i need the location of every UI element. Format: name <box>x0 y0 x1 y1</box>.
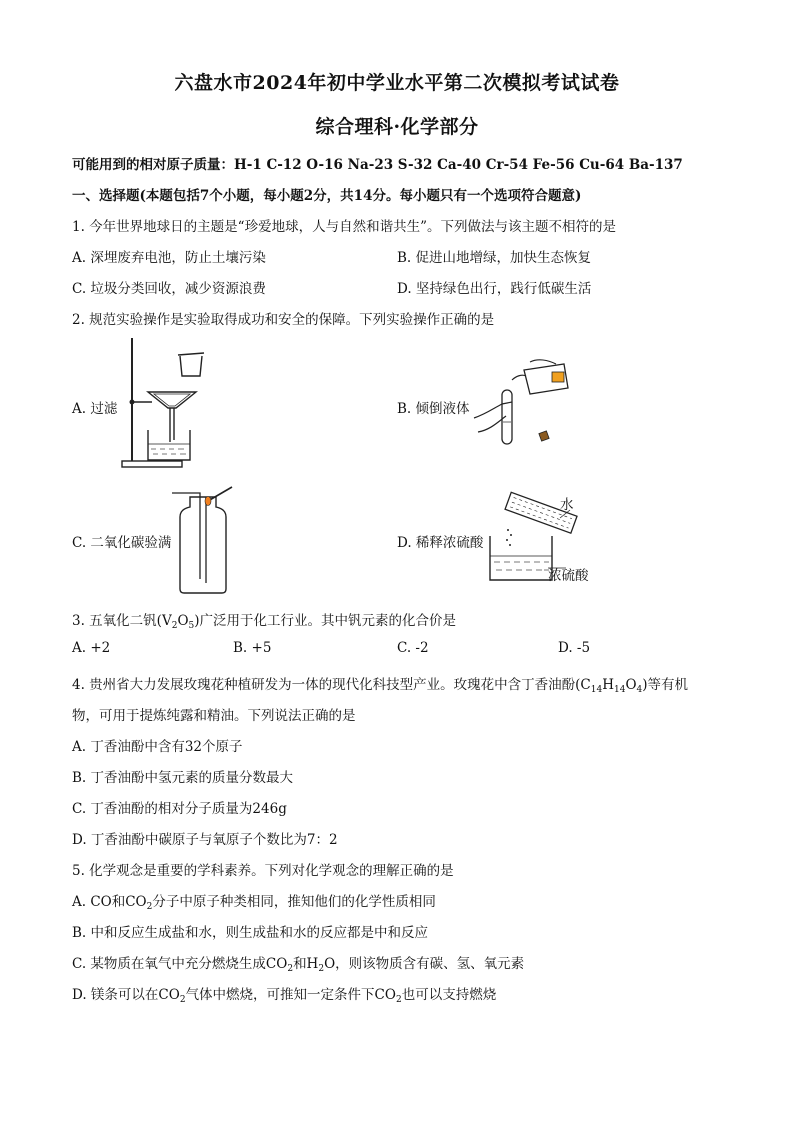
q3-stem: 3. 五氧化二钒$(V_2O_5)$广泛用于化工行业。其中钒元素的化合价是 <box>72 613 457 631</box>
q2-option-b-label: B. 倾倒液体 <box>397 401 470 417</box>
exam-title: 六盘水市2024年初中学业水平第二次模拟考试试卷 <box>174 72 620 94</box>
water-label: 水 <box>560 497 574 513</box>
q1-option-a: A. 深埋废弃电池，防止土壤污染 <box>72 250 266 266</box>
q1-stem: 1. 今年世界地球日的主题是“珍爱地球，人与自然和谐共生”。下列做法与该主题不相符的是 <box>72 219 616 235</box>
q5-option-a: A. CO和$CO_2$分子中原子种类相同，推知他们的化学性质相同 <box>72 894 436 912</box>
q4-option-a: A. 丁香油酚中含有32个原子 <box>72 739 243 755</box>
q2-stem: 2. 规范实验操作是实验取得成功和安全的保障。下列实验操作正确的是 <box>72 312 495 328</box>
exam-subtitle: 综合理科·化学部分 <box>315 116 479 138</box>
q1-option-d: D. 坚持绿色出行，践行低碳生活 <box>397 281 592 297</box>
q5-option-c: C. 某物质在氧气中充分燃烧生成$CO_2$和$H_2O$，则该物质含有碳、氢、氧元素 <box>72 956 525 974</box>
q2-option-c-label: C. 二氧化碳验满 <box>72 535 172 551</box>
q4-option-c: C. 丁香油酚的相对分子质量为246g <box>72 801 287 817</box>
atomic-masses-line: 可能用到的相对原子质量：H-1 C-12 O-16 Na-23 S-32 Ca-40 Cr-54 Fe-56 Cu-64 Ba-137 <box>72 157 683 173</box>
q1-option-b: B. 促进山地增绿，加快生态恢复 <box>397 250 592 266</box>
q5-option-d: D. 镁条可以在$CO_2$气体中燃烧，可推知一定条件下$CO_2$也可以支持燃烧 <box>72 987 497 1005</box>
q3-option-b: B. +5 <box>233 640 272 656</box>
q4-option-d: D. 丁香油酚中碳原子与氧原子个数比为7：2 <box>72 832 338 848</box>
q1-option-c: C. 垃圾分类回收，减少资源浪费 <box>72 281 266 297</box>
q5-stem: 5. 化学观念是重要的学科素养。下列对化学观念的理解正确的是 <box>72 863 454 879</box>
q3-option-c: C. -2 <box>397 640 429 656</box>
q4-stem-line1: 4. 贵州省大力发展玫瑰花种植研发为一体的现代化科技型产业。玫瑰花中含丁香油酚$(C_{14}H_{14}O_4)$等有机 <box>72 677 689 695</box>
acid-label: 浓硫酸 <box>548 568 589 584</box>
q3-option-d: D. -5 <box>558 640 591 656</box>
q5-option-b: B. 中和反应生成盐和水，则生成盐和水的反应都是中和反应 <box>72 925 429 941</box>
q3-option-a: A. +2 <box>72 640 111 656</box>
co2-test-figure <box>170 483 240 595</box>
filtration-figure <box>118 336 208 472</box>
q4-option-b: B. 丁香油酚中氢元素的质量分数最大 <box>72 770 294 786</box>
pouring-liquid-figure <box>472 358 572 448</box>
q2-option-d-label: D. 稀释浓硫酸 <box>397 535 484 551</box>
q2-option-a-label: A. 过滤 <box>72 401 118 417</box>
section-heading: 一、选择题(本题包括7个小题，每小题2分，共14分。每小题只有一个选项符合题意) <box>72 188 582 204</box>
q4-stem-line2: 物，可用于提炼纯露和精油。下列说法正确的是 <box>72 708 356 724</box>
